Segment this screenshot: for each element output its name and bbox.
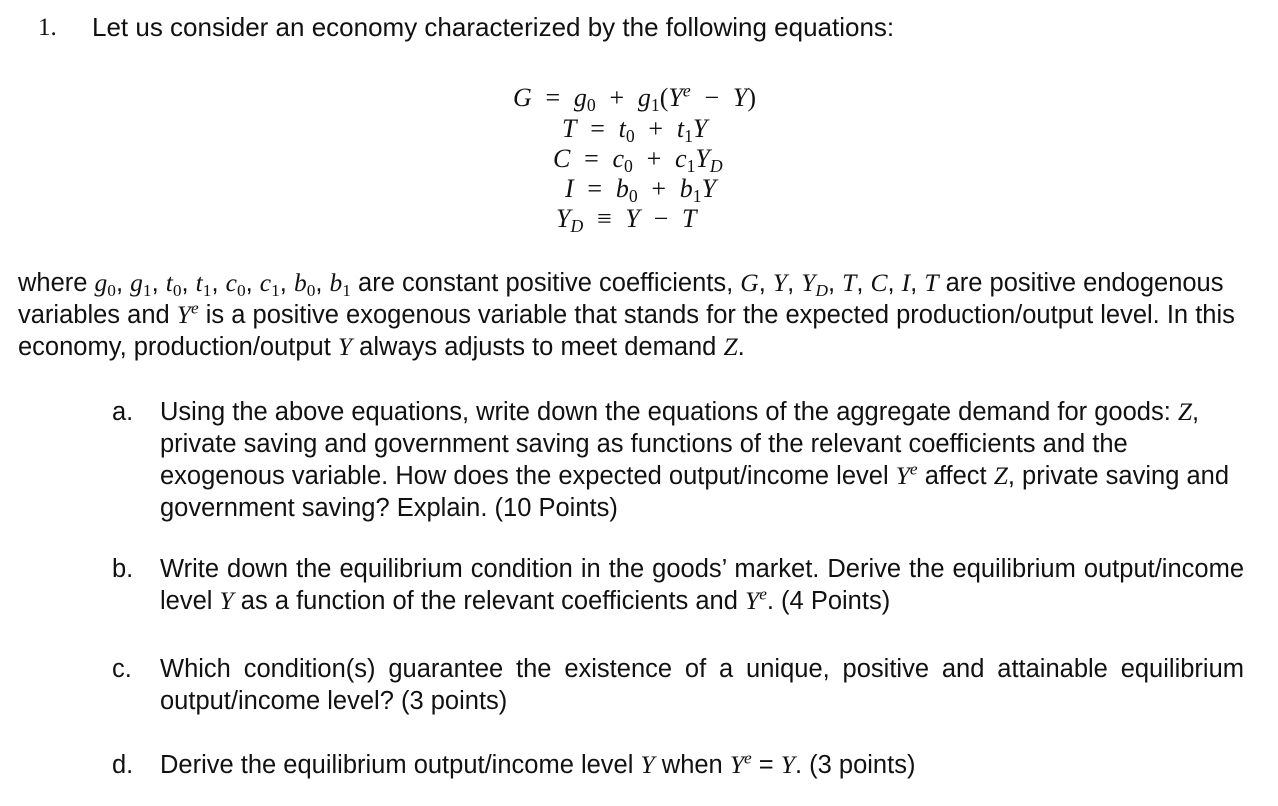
subquestion-a — [112, 396, 1244, 524]
description-paragraph: where $g_0$, $g_1$, $t_0$, $t_1$, $c_0$, $c_1$, $b_0$, $b_1$ are constant positive coefficients, G, Y, $Y_D$, T, C, I, T are positive endogenous variables and $Y^e$ is a positive exogenous variable that stands for the expected production/output level. In this economy, production/output Y always adjusts to meet demand Z. — [18, 268, 1235, 361]
subquestion-label: d. — [112, 751, 134, 779]
equation-disposable-income: $Y_D \equiv Y - T$ — [556, 204, 697, 236]
subquestion-label: a. — [112, 398, 134, 426]
subquestion-label: b. — [112, 555, 134, 583]
subquestion-text: Write down the equilibrium condition in the goods’ market. Derive the equilibrium output/income level Y as a function of the relevant coefficients and $Y^e$. (4 Points) — [160, 555, 1244, 615]
subquestion-c — [112, 653, 1244, 717]
subquestion-text: Derive the equilibrium output/income level Y when $Y^e = Y$. (3 points) — [160, 748, 916, 779]
subquestion-text: Which condition(s) guarantee the existence of a unique, positive and attainable equilibrium output/income level? (3 points) — [160, 655, 1244, 715]
question-number: 1. — [38, 14, 57, 41]
equation-taxes: $T = t_0 + t_1Y$ — [562, 114, 708, 146]
equation-government: $G = g_0 + g_1(Y^e - Y)$ — [513, 80, 757, 115]
subquestion-b — [112, 553, 1244, 617]
subquestion-d — [112, 749, 1244, 781]
subquestion-text: Using the above equations, write down the equations of the aggregate demand for goods: Z, private saving and government saving as functions of the relevant coefficients and the exogenous variable. How does the expected output/income level $Y^e$ affect Z, private saving and government saving? Explain. (10 Points) — [160, 397, 1230, 522]
subquestion-label: c. — [112, 655, 132, 683]
question-intro: Let us consider an economy characterized by the following equations: — [92, 12, 895, 42]
equation-consumption: $C = c_0 + c_1Y_D$ — [553, 144, 723, 176]
equation-investment: $I = b_0 + b_1Y$ — [565, 174, 717, 206]
